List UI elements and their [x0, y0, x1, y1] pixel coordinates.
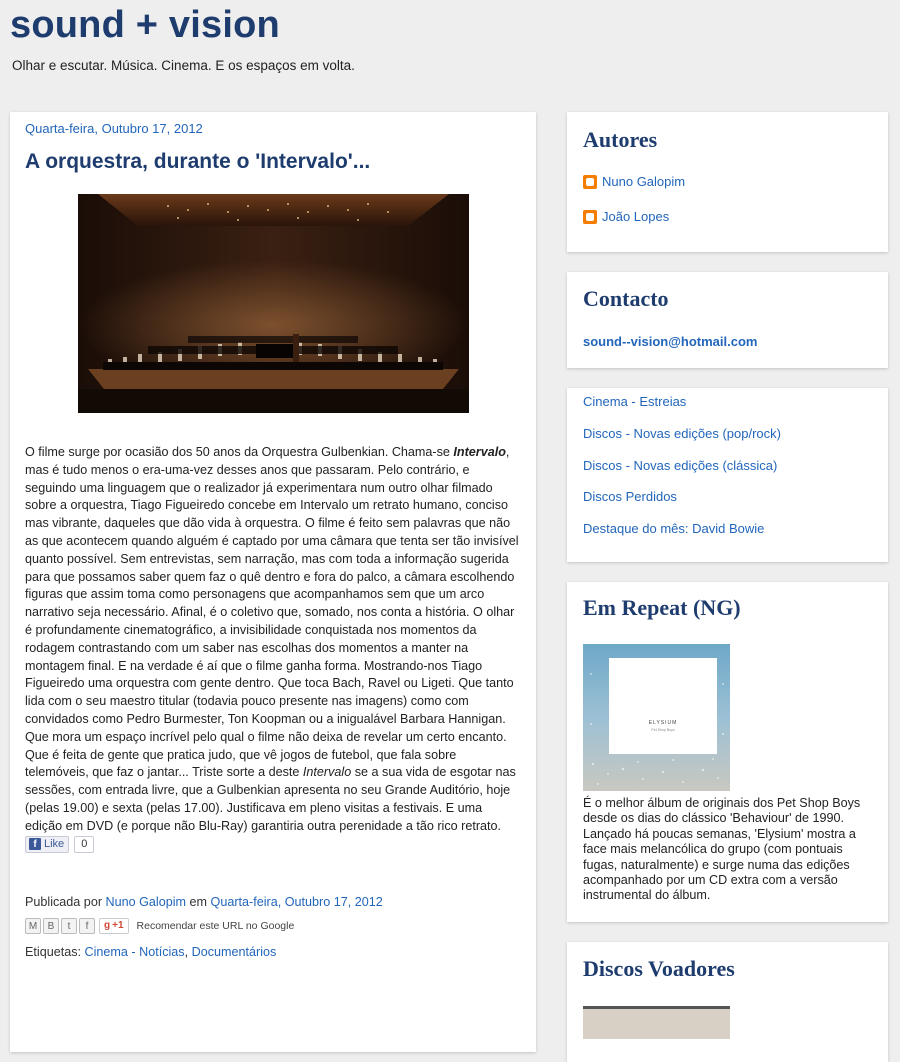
author-item: [583, 174, 872, 189]
category-link-item: [583, 394, 872, 409]
album-cover[interactable]: [583, 644, 730, 791]
post-title[interactable]: A orquestra, durante o 'Intervalo'...: [25, 150, 371, 173]
category-link-item: [583, 489, 872, 504]
like-count: 0: [74, 836, 94, 853]
post-body-text: , mas é tudo menos o era-uma-vez desses anos que passaram. Pelo contrário, e seguindo uma linguagem que o realizador já experimentara num outro olhar filmado sobre a orquestra, Tiago Figueiredo concebe em Intervalo um retrato humano, conciso mas vibrante, daqueles que dão vida à orquestra. O filme é feito sem palavras que não as que acontecem quando alguém é captado por uma câmara que tenta ser tão invisível quanto possível. Sem entrevistas, sem narração, mas com toda a informação sugerida para que possamos saber quem faz o quê dentro e fora do palco, a câmara escolhendo figuras que assim toma como personagens que acompanhamos sem que um arco narrativo seja necessário. Afinal, é o coletivo que, somado, nos conta a história. O olhar é profundamente cinematográfico, a invisibilidade conquistada nos momentos da rodagem contrastando com um saber nas escolhas dos momentos a manter na montagem final. E na verdade é aí que o filme ganha forma. Mostrando-nos Tiago Figueiredo uma orquestra com gente dentro. Que toca Bach, Ravel ou Ligeti. Que tanto lida com o seu maestro titular (todavia pouco presente nas imagens) como com convidados como Pedro Burmester, Ton Koopman ou a inigualável Barbara Hannigan. Que mora um espaço incrível pelo qual o filme não deixa de revelar um certo encanto. Que é feita de gente que pratica judo, que vê jogos de futebol, que fala sobre telemóveis, que faz o jantar... Triste sorte a deste: [25, 445, 519, 780]
post: [10, 112, 536, 959]
post-footer: [25, 895, 521, 909]
plus-one-label: +1: [112, 919, 124, 931]
repeat-widget: [567, 582, 888, 922]
labels-prefix: Etiquetas:: [25, 944, 85, 959]
contact-email-link[interactable]: sound--vision@hotmail.com: [583, 334, 758, 349]
published-by-label: Publicada por: [25, 894, 106, 909]
album-cover-graphic: [583, 644, 730, 791]
post-body-text: se a sua vida de esgotar nas sessões, com entrada livre, que a Gulbenkian apresenta no seu Grande Auditório, hoje (pelas 19.00) e sexta (pelas 17.00). Justificava em pleno visitas a festivais. E uma edição em DVD (e porque não Blu-Ray) garantiria outra perenidade a tão rico retrato.: [25, 765, 516, 833]
orchestra-photo: [78, 194, 469, 413]
category-link[interactable]: Discos - Novas edições (pop/rock): [583, 426, 781, 441]
post-timestamp-link[interactable]: Quarta-feira, Outubro 17, 2012: [210, 894, 383, 909]
contact-widget: [567, 272, 888, 368]
album-cover-title: ELYSIUM: [648, 720, 678, 726]
google-plus-icon: g: [104, 919, 111, 931]
blog-header: [10, 2, 890, 73]
published-at-label: em: [186, 894, 211, 909]
label-link[interactable]: Cinema - Notícias: [84, 944, 185, 959]
category-link[interactable]: Cinema - Estreias: [583, 394, 687, 409]
category-link-item: [583, 458, 872, 473]
facebook-icon[interactable]: f: [79, 918, 95, 934]
facebook-icon: f: [29, 838, 41, 850]
post-body-emphasis: Intervalo: [302, 765, 352, 780]
album-description: É o melhor álbum de originais dos Pet Shop Boys desde os dias do clássico 'Behaviour' de 1990. Lançado há poucas semanas, 'Elysium' mostra a face mais melancólica do grupo (com pontuais fugas, naturalmente) e surge numa das edições acompanhado por um CD extra com a versão instrumental do álbum.: [583, 796, 861, 903]
contact-title: Contacto: [583, 286, 669, 311]
contact-email-row: [583, 333, 872, 351]
blog-description: Olhar e escutar. Música. Cinema. E os espaços em volta.: [12, 58, 355, 73]
author-link[interactable]: João Lopes: [602, 209, 670, 224]
repeat-title: Em Repeat (NG): [583, 595, 741, 620]
blogger-icon: [583, 210, 597, 224]
category-link-item: [583, 426, 872, 441]
post-body: [25, 444, 521, 836]
post-labels: [25, 945, 521, 959]
orchestra-photo-graphic: [78, 194, 469, 413]
post-body-text: O filme surge por ocasião dos 50 anos da Orquestra Gulbenkian. Chama-se: [25, 445, 454, 459]
facebook-like: [25, 836, 521, 853]
categories-widget: [567, 388, 888, 562]
category-link-item: [583, 521, 872, 536]
facebook-like-button[interactable]: [25, 836, 69, 853]
author-item: [583, 209, 872, 224]
voadores-widget: [567, 942, 888, 1062]
post-column: [10, 112, 536, 1052]
google-plus-one-button[interactable]: [99, 918, 129, 934]
category-link[interactable]: Discos Perdidos: [583, 489, 677, 504]
category-link[interactable]: Discos - Novas edições (clássica): [583, 458, 778, 473]
twitter-icon[interactable]: t: [61, 918, 77, 934]
authors-widget: [567, 112, 888, 252]
album-cover-artist: Pet Shop Boys: [651, 728, 675, 732]
category-link[interactable]: Destaque do mês: David Bowie: [583, 521, 765, 536]
author-link[interactable]: Nuno Galopim: [602, 174, 686, 189]
share-buttons: [25, 918, 521, 934]
blog-title[interactable]: sound + vision: [10, 4, 280, 46]
label-link[interactable]: Documentários: [191, 944, 277, 959]
email-icon[interactable]: M: [25, 918, 41, 934]
post-author-link[interactable]: Nuno Galopim: [105, 894, 187, 909]
labels-separator: ,: [184, 944, 192, 959]
authors-title: Autores: [583, 127, 658, 152]
like-label: Like: [44, 838, 65, 851]
blogger-icon: [583, 175, 597, 189]
post-date-header: Quarta-feira, Outubro 17, 2012: [25, 121, 203, 136]
voadores-title: Discos Voadores: [583, 956, 735, 981]
recommend-text: Recomendar este URL no Google: [136, 919, 295, 932]
blogger-share-icon[interactable]: B: [43, 918, 59, 934]
post-body-emphasis: Intervalo: [453, 445, 506, 459]
